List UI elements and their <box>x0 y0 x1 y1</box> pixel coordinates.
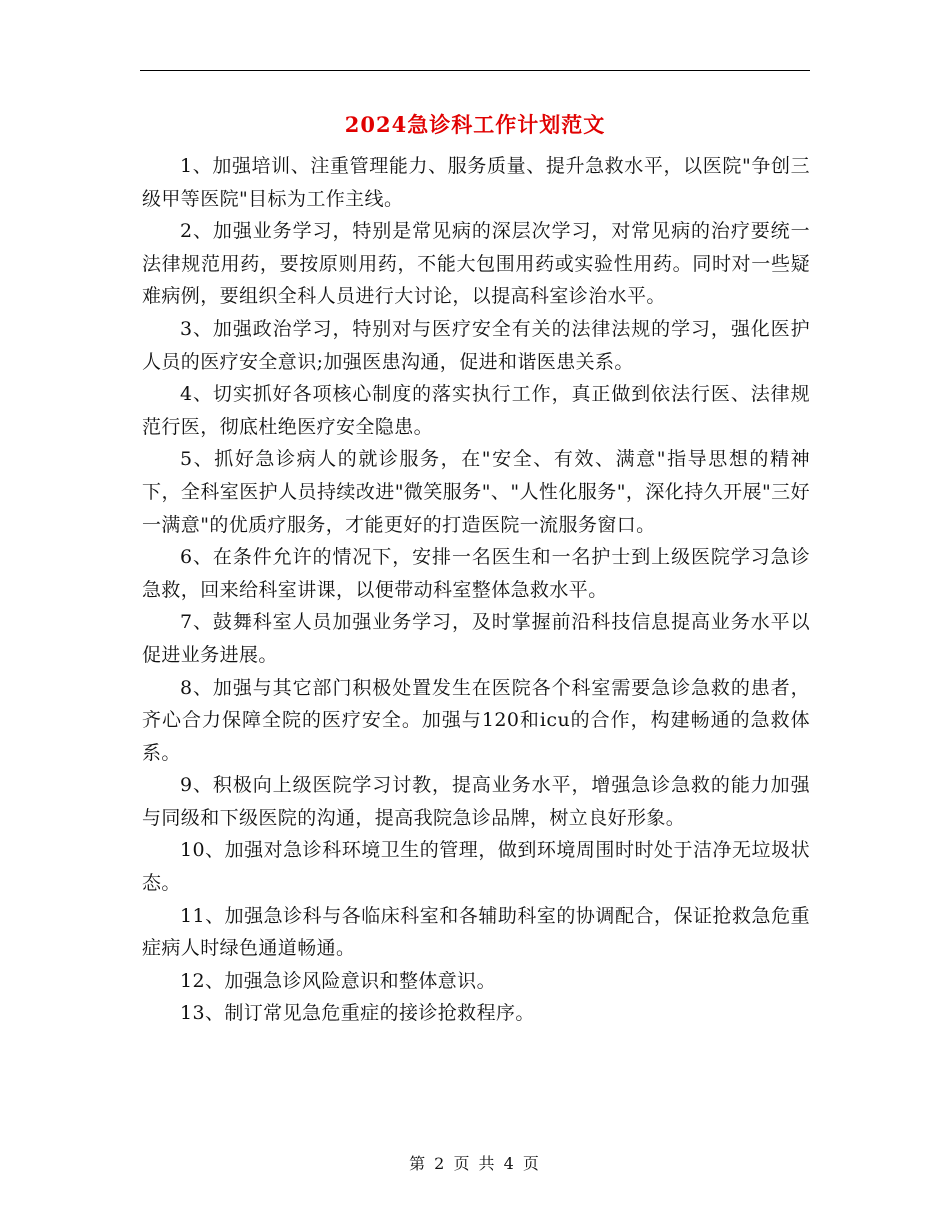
paragraph: 6、在条件允许的情况下，安排一名医生和一名护士到上级医院学习急诊急救，回来给科室讲课，以便带动科室整体急救水平。 <box>142 546 810 601</box>
paragraph: 4、切实抓好各项核心制度的落实执行工作，真正做到依法行医、法律规范行医，彻底杜绝医疗安全隐患。 <box>142 383 810 438</box>
paragraph: 3、加强政治学习，特别对与医疗安全有关的法律法规的学习，强化医护人员的医疗安全意识;加强医患沟通，促进和谐医患关系。 <box>142 317 810 373</box>
paragraph: 9、积极向上级医院学习讨教，提高业务水平，增强急诊急救的能力加强与同级和下级医院的沟通，提高我院急诊品牌，树立良好形象。 <box>142 774 810 829</box>
header-rule <box>140 70 810 71</box>
document-title: 2024急诊科工作计划范文 <box>344 112 606 137</box>
paragraph: 13、制订常见急危重症的接诊抢救程序。 <box>180 1002 535 1025</box>
paragraph: 8、加强与其它部门积极处置发生在医院各个科室需要急诊急救的患者，齐心合力保障全院的医疗安全。加强与120和icu的合作，构建畅通的急救体系。 <box>142 676 810 764</box>
paragraph: 1、加强培训、注重管理能力、服务质量、提升急救水平，以医院"争创三级甲等医院"目标为工作主线。 <box>142 155 810 210</box>
paragraph: 5、抓好急诊病人的就诊服务，在"安全、有效、满意"指导思想的精神下，全科室医护人员持续改进"微笑服务"、"人性化服务"，深化持久开展"三好一满意"的优质疗服务，才能更好的打造医院一流服务窗口。 <box>142 448 810 536</box>
page-number: 第 2 页 共 4 页 <box>409 1154 541 1173</box>
paragraph: 11、加强急诊科与各临床科室和各辅助科室的协调配合，保证抢救急危重症病人时绿色通道畅通。 <box>142 904 810 960</box>
paragraph: 2、加强业务学习，特别是常见病的深层次学习，对常见病的治疗要统一法律规范用药，要按原则用药，不能大包围用药或实验性用药。同时对一些疑难病例，要组织全科人员进行大讨论，以提高科室诊治水平。 <box>142 220 810 308</box>
paragraph: 7、鼓舞科室人员加强业务学习，及时掌握前沿科技信息提高业务水平以促进业务进展。 <box>142 611 810 666</box>
document-body <box>142 150 810 1030</box>
paragraph: 12、加强急诊风险意识和整体意识。 <box>180 969 496 992</box>
paragraph: 10、加强对急诊科环境卫生的管理，做到环境周围时时处于洁净无垃圾状态。 <box>142 839 810 895</box>
